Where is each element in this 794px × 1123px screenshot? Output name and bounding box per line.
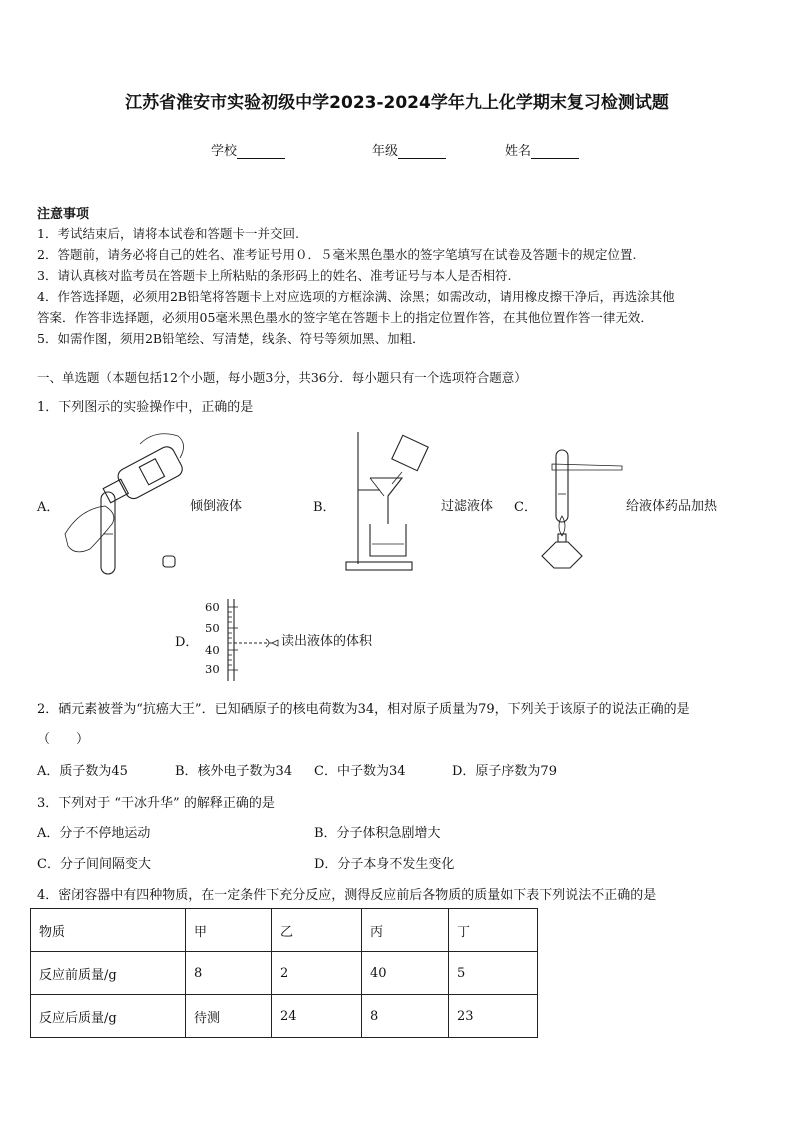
page-title: 江苏省淮安市实验初级中学2023-2024学年九上化学期末复习检测试题 (125, 93, 669, 113)
q2-option-c: C．中子数为34 (314, 764, 406, 779)
school-field (211, 140, 285, 159)
grade-label: 年级 (372, 144, 399, 159)
note-item: 5．如需作图，须用2B铅笔绘、写清楚，线条、符号等须加黑、加粗． (37, 331, 425, 346)
table-row (31, 995, 538, 1038)
q2-stem: 2．硒元素被誉为“抗癌大王”．已知硒原子的核电荷数为34，相对原子质量为79，下列关于该原子的说法正确的是 (37, 702, 690, 717)
name-field (505, 140, 579, 159)
name-label: 姓名 (505, 144, 532, 159)
q3-option-c: C．分子间间隔变大 (37, 857, 151, 872)
table-cell: 24 (272, 995, 362, 1038)
table-cell: 8 (186, 952, 272, 995)
table-cell: 5 (449, 952, 538, 995)
table-header-cell: 物质 (31, 909, 186, 952)
cylinder-tick-label: 30 (205, 662, 220, 676)
table-cell: 23 (449, 995, 538, 1038)
table-header-cell: 丁 (449, 909, 538, 952)
table-row (31, 952, 538, 995)
q1-stem: 1．下列图示的实验操作中，正确的是 (37, 400, 254, 415)
table-header-cell: 丙 (362, 909, 449, 952)
table-cell: 待测 (186, 995, 272, 1038)
cylinder-tick-label: 50 (205, 621, 220, 635)
table-header-cell: 甲 (186, 909, 272, 952)
name-blank (531, 144, 579, 159)
q1-option-d-letter: D． (175, 635, 199, 650)
note-item: 2．答题前，请务必将自己的姓名、准考证号用０．５毫米黑色墨水的签字笔填写在试卷及答题卡的规定位置. (37, 247, 637, 262)
table-cell: 40 (362, 952, 449, 995)
table-cell: 反应前质量/g (31, 952, 186, 995)
note-item: 1．考试结束后，请将本试卷和答题卡一并交回. (37, 226, 299, 241)
q2-answer-blank: （ ） (37, 732, 90, 747)
q3-option-d: D．分子本身不发生变化 (314, 857, 455, 872)
grade-field (372, 140, 446, 159)
school-label: 学校 (211, 144, 238, 159)
note-item: 4．作答选择题，必须用2B铅笔将答题卡上对应选项的方框涂满、涂黑；如需改动，请用橡皮擦干净后，再选涂其他 (37, 289, 675, 304)
table-cell: 2 (272, 952, 362, 995)
q1-option-d-caption: 读出液体的体积 (281, 634, 373, 649)
q3-stem: 3．下列对于 “干冰升华” 的解释正确的是 (37, 796, 275, 811)
q2-option-a: A．质子数为45 (37, 764, 128, 779)
cylinder-tick-label: 40 (205, 643, 220, 657)
q1-option-a-letter: A． (37, 500, 60, 515)
table-cell: 8 (362, 995, 449, 1038)
cylinder-tick-label: 60 (205, 600, 220, 614)
q2-option-b: B．核外电子数为34 (175, 764, 293, 779)
q1-option-c-letter: C． (514, 500, 537, 515)
q4-stem: 4．密闭容器中有四种物质，在一定条件下充分反应，测得反应前后各物质的质量如下表下列说法不正确的是 (37, 888, 657, 903)
section-heading: 一、单选题（本题包括12个小题，每小题3分，共36分．每小题只有一个选项符合题意） (37, 370, 527, 385)
grade-blank (398, 144, 446, 159)
q1-option-b-letter: B． (313, 500, 336, 515)
notes-title: 注意事项 (37, 207, 90, 222)
q1-option-c-caption: 给液体药品加热 (626, 499, 718, 514)
q3-option-b: B．分子体积急剧增大 (314, 826, 441, 841)
table-header-cell: 乙 (272, 909, 362, 952)
note-item: 3．请认真核对监考员在答题卡上所粘贴的条形码上的姓名、准考证号与本人是否相符. (37, 268, 512, 283)
heating-liquid-illustration (530, 446, 625, 570)
pouring-liquid-illustration (60, 424, 195, 584)
mass-table (30, 908, 538, 1038)
note-item: 答案．作答非选择题，必须用05毫米黑色墨水的签字笔在答题卡上的指定位置作答，在其他位置作答一律无效． (37, 310, 653, 325)
table-cell: 反应后质量/g (31, 995, 186, 1038)
q3-option-a: A．分子不停地运动 (37, 826, 151, 841)
filtration-illustration (340, 428, 440, 574)
school-blank (237, 144, 285, 159)
q1-option-b-caption: 过滤液体 (441, 499, 494, 514)
q1-option-a-caption: 倾倒液体 (190, 499, 243, 514)
table-header-row (31, 909, 538, 952)
q2-option-d: D．原子序数为79 (452, 764, 557, 779)
